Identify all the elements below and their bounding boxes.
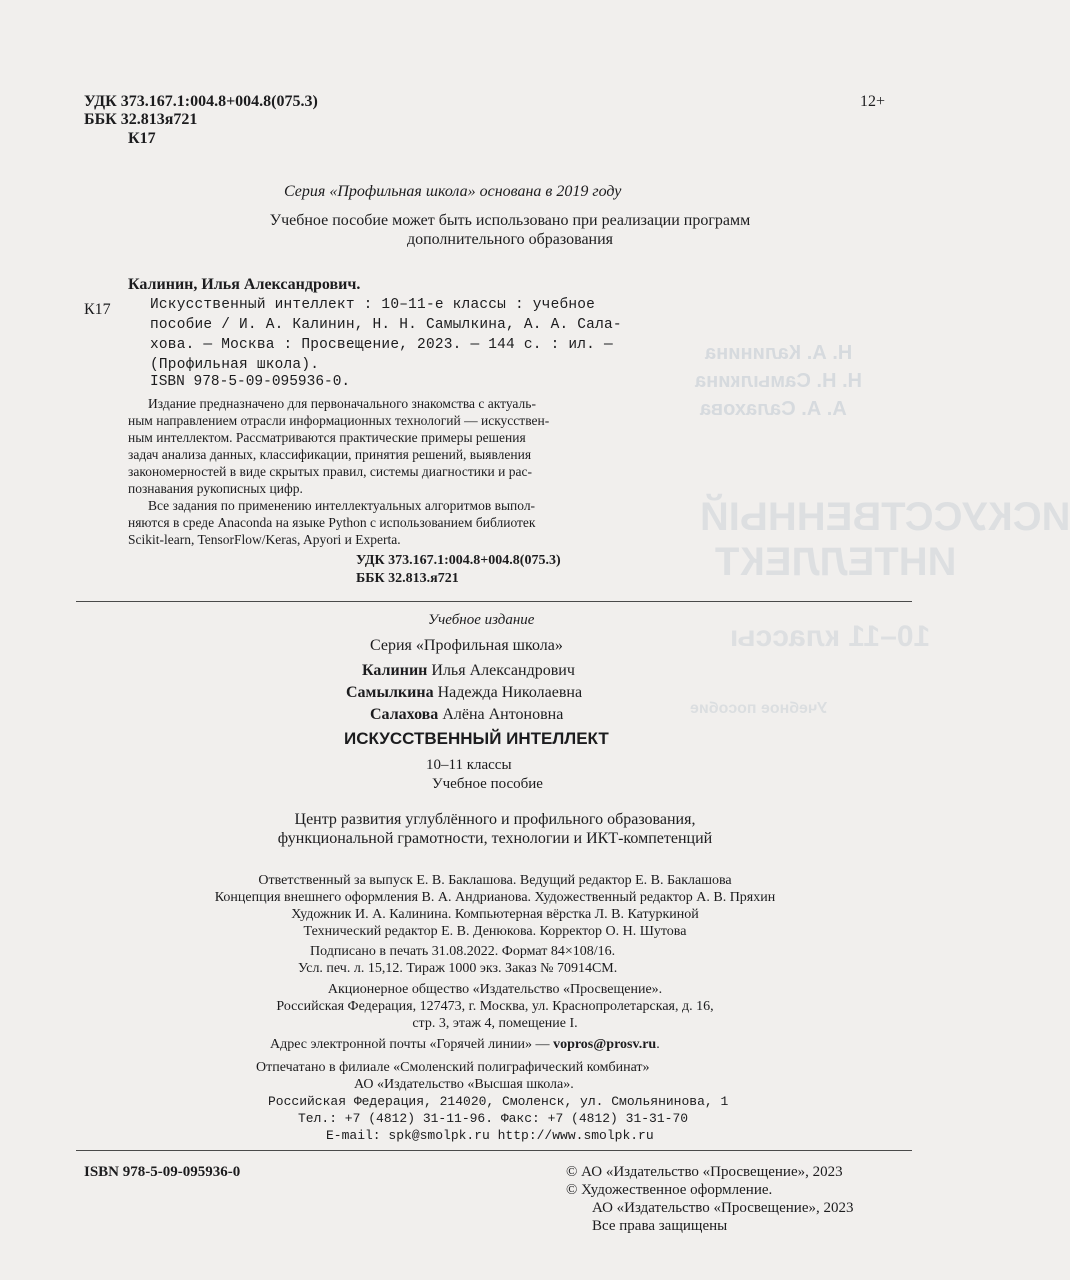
edition-title: ИСКУССТВЕННЫЙ ИНТЕЛЛЕКТ xyxy=(344,729,609,748)
author-name: Илья Александрович xyxy=(431,662,575,679)
edition-type: Учебное издание xyxy=(428,612,535,628)
show-through-author-1: Н. А. Калинина xyxy=(705,342,853,364)
header-bbk: ББК 32.813я721 xyxy=(84,111,198,128)
annotation xyxy=(128,395,549,548)
copyright-line-1: © АО «Издательство «Просвещение», 2023 xyxy=(566,1164,843,1180)
edition-book-type: Учебное пособие xyxy=(432,776,543,792)
index-udk: УДК 373.167.1:004.8+004.8(075.3) xyxy=(356,553,561,568)
copyright-line-3: АО «Издательство «Просвещение», 2023 xyxy=(592,1200,854,1216)
bib-code: К17 xyxy=(84,301,111,318)
author-surname: Салахова xyxy=(370,706,439,723)
printer-line-2: АО «Издательство «Высшая школа». xyxy=(354,1077,574,1092)
credits-line-2: Концепция внешнего оформления В. А. Андрианова. Художественный редактор А. В. Пряхин xyxy=(214,890,776,905)
bib-line: пособие / И. А. Калинин, Н. Н. Самылкина, А. А. Сала- xyxy=(150,317,622,333)
edition-grades: 10–11 классы xyxy=(426,757,512,773)
printer-line-3: Российская Федерация, 214020, Смоленск, ул. Смольянинова, 1 xyxy=(268,1094,729,1109)
publisher-line-1: Акционерное общество «Издательство «Просвещение». xyxy=(327,982,663,997)
header-code: К17 xyxy=(128,130,156,147)
show-through-title-1: ИСКУССТВЕННЫЙ xyxy=(700,495,1070,539)
show-through-author-2: Н. Н. Самылкина xyxy=(695,370,863,392)
show-through-title-2: ИНТЕЛЛЕКТ xyxy=(715,540,957,584)
series-note: Серия «Профильная школа» основана в 2019 году xyxy=(284,183,622,200)
edition-author-3 xyxy=(370,705,563,724)
printer-line-4: Тел.: +7 (4812) 31-11-96. Факс: +7 (4812) 31-31-70 xyxy=(298,1111,689,1126)
credits-line-4: Технический редактор Е. В. Денюкова. Корректор О. Н. Шутова xyxy=(303,924,687,939)
hotline-end: . xyxy=(656,1037,660,1052)
annotation-line: ным интеллектом. Рассматриваются практические примеры решения xyxy=(128,430,526,445)
author-surname: Калинин xyxy=(362,662,428,679)
author-name: Алёна Антоновна xyxy=(442,706,564,723)
show-through-grades: 10–11 классы xyxy=(730,620,931,653)
annotation-line: задач анализа данных, классификации, принятия решений, выявления xyxy=(128,447,532,462)
bib-line: Искусственный интеллект : 10–11-е классы : учебное xyxy=(150,297,596,313)
footer-divider xyxy=(76,1150,912,1151)
age-rating: 12+ xyxy=(860,93,886,110)
credits-line-3: Художник И. А. Калинина. Компьютерная вёрстка Л. В. Катуркиной xyxy=(291,907,699,922)
publisher-line-2: Российская Федерация, 127473, г. Москва, ул. Краснопролетарская, д. 16, xyxy=(276,999,714,1014)
bib-line: хова. — Москва : Просвещение, 2023. — 144 с. : ил. — xyxy=(150,337,613,353)
credits-line-1: Ответственный за выпуск Е. В. Баклашова. Ведущий редактор Е. В. Баклашова xyxy=(258,873,732,888)
author-name: Надежда Николаевна xyxy=(437,684,583,701)
printer-line-5: E-mail: spk@smolpk.ru http://www.smolpk.ru xyxy=(326,1128,654,1143)
edition-series: Серия «Профильная школа» xyxy=(370,637,563,654)
hotline-label: Адрес электронной почты «Горячей линии» — xyxy=(270,1037,550,1052)
bib-description xyxy=(150,295,622,375)
copyright-line-2: © Художественное оформление. xyxy=(566,1182,773,1198)
annotation-line: няются в среде Anaconda на языке Python с использованием библиотек xyxy=(128,515,536,530)
bib-isbn: ISBN 978-5-09-095936-0. xyxy=(150,374,351,390)
header-udk: УДК 373.167.1:004.8+004.8(075.3) xyxy=(84,93,318,110)
print-info-line-2: Усл. печ. л. 15,12. Тираж 1000 экз. Заказ № 70914СМ. xyxy=(298,961,618,976)
author-surname: Самылкина xyxy=(346,684,434,701)
annotation-line: закономерностей в виде скрытых правил, системы диагностики и рас- xyxy=(128,464,532,479)
edition-author-2 xyxy=(346,683,582,702)
hotline-email[interactable]: vopros@prosv.ru xyxy=(553,1037,657,1052)
section-divider xyxy=(76,601,912,602)
footer-isbn: ISBN 978-5-09-095936-0 xyxy=(84,1164,241,1180)
center-line-2: функциональной грамотности, технологии и ИКТ-компетенций xyxy=(277,830,713,847)
annotation-line: Все задания по применению интеллектуальных алгоритмов выпол- xyxy=(148,498,536,513)
usage-note-line-1: Учебное пособие может быть использовано при реализации программ xyxy=(269,212,751,229)
center-line-1: Центр развития углублённого и профильного образования, xyxy=(294,811,696,828)
annotation-line: ным направлением отрасли информационных технологий — искусствен- xyxy=(128,413,550,428)
hotline-email-line xyxy=(270,1036,660,1053)
bib-author: Калинин, Илья Александрович. xyxy=(128,276,361,293)
index-bbk: ББК 32.813.я721 xyxy=(356,571,459,586)
annotation-line: познавания рукописных цифр. xyxy=(128,481,303,496)
annotation-line: Scikit-learn, TensorFlow/Keras, Apyori и Experta. xyxy=(128,532,401,547)
print-info-line-1: Подписано в печать 31.08.2022. Формат 84×108/16. xyxy=(310,944,616,959)
show-through-author-3: А. А. Салахова xyxy=(700,398,847,420)
edition-author-1 xyxy=(362,661,575,680)
usage-note-line-2: дополнительного образования xyxy=(406,231,614,248)
publisher-line-3: стр. 3, этаж 4, помещение I. xyxy=(412,1016,578,1031)
printer-line-1: Отпечатано в филиале «Смоленский полиграфический комбинат» xyxy=(256,1060,650,1075)
copyright-line-4: Все права защищены xyxy=(592,1218,728,1234)
bib-line: (Профильная школа). xyxy=(150,357,320,373)
annotation-line: Издание предназначено для первоначального знакомства с актуаль- xyxy=(148,396,536,411)
show-through-book-type: Учебное пособие xyxy=(690,700,828,717)
